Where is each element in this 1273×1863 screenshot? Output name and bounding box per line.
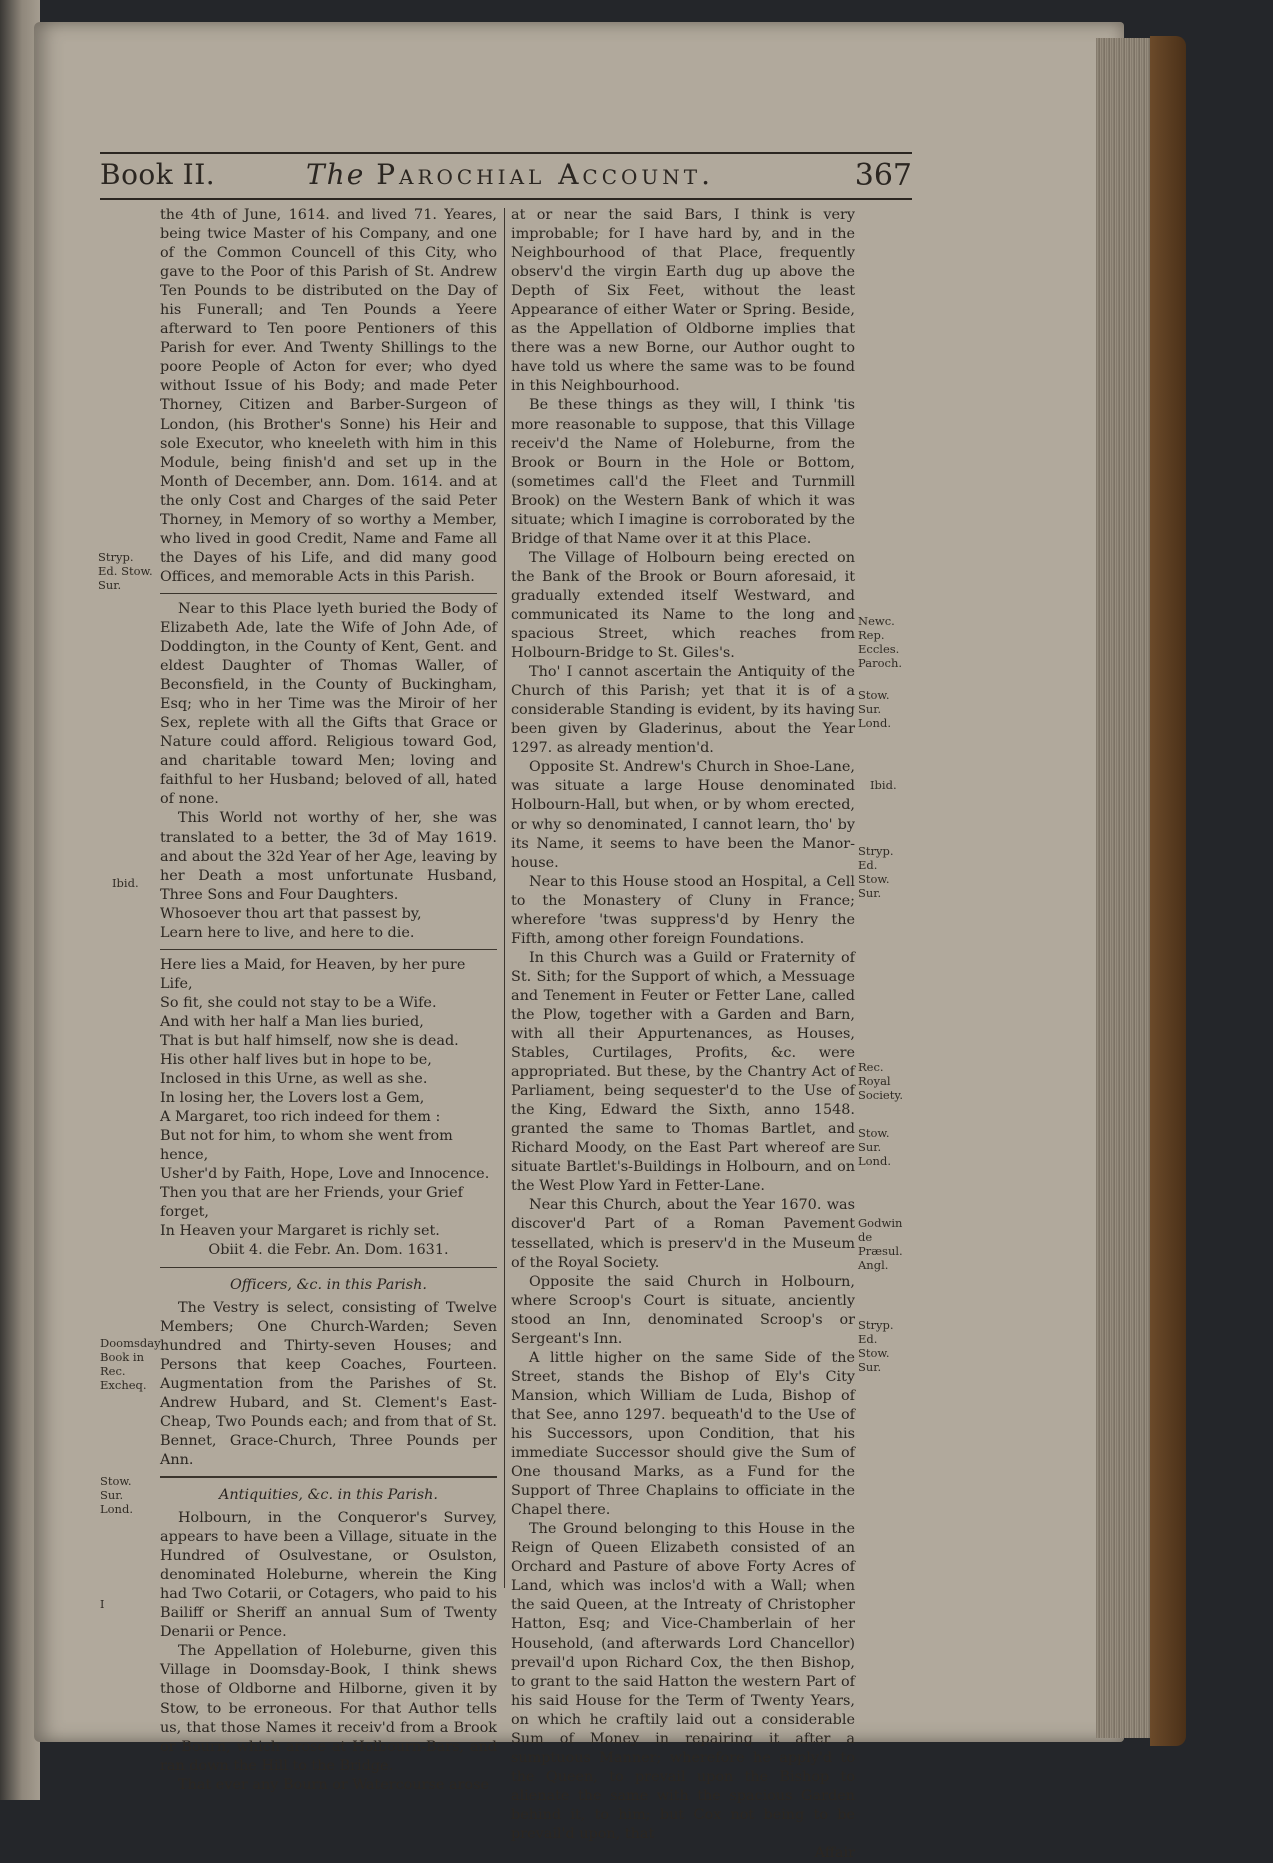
epitaph-line: Here lies a Maid, for Heaven, by her pure Life, [160, 956, 466, 992]
epitaph-line: That is but half himself, now she is dead. [160, 1032, 459, 1049]
epitaph-line: And with her half a Man lies buried, [160, 1013, 424, 1030]
margin-note-newc: Newc. Rep. Eccles. Paroch. [858, 614, 903, 670]
signature-mark: I [100, 1598, 105, 1611]
left-column [160, 206, 497, 1795]
couplet-line: Learn here to live, and here to die. [160, 924, 415, 941]
epitaph-line: Then you that are her Friends, your Grief forget, [160, 1185, 463, 1221]
epitaph-line: Usher'd by Faith, Hope, Love and Innocence. [160, 1166, 490, 1183]
section-rule-thick [160, 1476, 497, 1478]
paragraph-scroops-inn: Opposite the said Church in Holbourn, where Scroop's Court is situate, anciently stood an Inn, denominated Scroop's or Sergeant's Inn. [511, 1273, 855, 1347]
couplet-line: Whosoever thou art that passest by, [160, 905, 422, 922]
page-title-main: Parochial Account. [376, 158, 715, 191]
paragraph-elizabeth-ade: Near to this Place lyeth buried the Body of Elizabeth Ade, late the Wife of John Ade, of Doddington, in the County of Kent, Gent. and eldest Daughter of Thomas Waller, of Beconsfield, in the County of Buckingham, Esq; who in her Time was the Miroir of her Sex, replete with all the Gifts that Grace or Nature could afford. Religious toward God, and charitable toward Men; loving and faithful to her Husband; beloved of all, hated of none. [160, 600, 497, 808]
paragraph-holbourn-hall: Opposite St. Andrew's Church in Shoe-Lane, was situate a large House denominated Holbourn-Hall, but when, or by whom erected, or why so denominated, I cannot learn, tho' by its Name, it seems to have been the Manor-house. [511, 759, 855, 871]
column-divider [504, 208, 505, 1588]
running-head [100, 158, 912, 192]
margin-note-doomsday: Doomsday Book in Rec. Exchеq. [100, 1336, 161, 1392]
paragraph-appellation: The Appellation of Holeburne, given this Village in Doomsday-Book, I think shews those of Oldborne and Hilborne, given it by Stow, to be erroneous. For that Author tells us, that those Names it receiv'd from a Brook or Bourn, which arose at Holbourn-Bars, and ran down the Hill to the Bridge. [160, 1643, 497, 1774]
paragraph-world: This World not worthy of her, she was translated to a better, the 3d of May 1619. and about the 32d Year of her Age, leaving by her Death a most unfortunate Husband, Three Sons and Four Daughters. [160, 810, 497, 903]
header-rule-bottom [100, 198, 912, 200]
margin-note-stow-lond: Stow. Sur. Lond. [858, 1126, 891, 1168]
right-column [511, 206, 855, 1863]
antiquities-heading: Antiquities, &c. in this Parish. [219, 1487, 438, 1503]
paragraph-that-ever: That ever any Bourn or Watercourse arose [178, 1776, 489, 1793]
epitaph [160, 956, 497, 1261]
catchword: Affair [814, 1845, 855, 1862]
section-rule [160, 949, 497, 950]
page-title-article: The [306, 158, 366, 191]
epitaph-line: His other half lives but in hope to be, [160, 1052, 432, 1069]
paragraph-ground: The Ground belonging to this House in the Reign of Queen Elizabeth consisted of an Orchard and Pasture of above Forty Acres of Land, which was inclos'd with a Wall; when the said Queen, at the Intreaty of Christopher Hatton, Esq; and Vice-Chamberlain of her Household, (and afterwards Lord Chancellor) prevail'd upon Richard Cox, the then Bishop, to grant to the said Hatton the western Part of his said House for the Term of Twenty Years, on which he craftily laid out a considerable Sum of Money in repairing it after a sumptuous Manner; wherefore he apply'd to the Queen, to prevail upon the Bishop to alienate the same with the spacious Garden behind it, to him; but Cox not being to be prevail'd upon, that [511, 1521, 855, 1842]
epitaph-line: So fit, she could not stay to be a Wife. [160, 994, 437, 1011]
margin-note-stryp: Stryp. Ed. Stow. Sur. [858, 1318, 894, 1374]
epitaph-line: Inclosed in this Urne, as well as she. [160, 1071, 428, 1088]
header-rule-top [100, 152, 912, 154]
page-title [306, 158, 714, 191]
epitaph-line: A Margaret, too rich indeed for them : [160, 1109, 441, 1126]
paragraph-antiquity: Tho' I cannot ascertain the Antiquity of the Church of this Parish; yet that it is of a considerable Standing is evident, by its having been given by Gladerinus, about the Year 1297. as already mention'd. [511, 664, 855, 757]
section-rule [160, 1267, 497, 1268]
epitaph-line: In losing her, the Lovers lost a Gem, [160, 1090, 425, 1107]
paragraph-village: The Village of Holbourn being erected on the Bank of the Brook or Bourn aforesaid, it gradually extended itself Westward, and communicated its Name to the long and spacious Street, which reaches from Holbourn-Bridge to St. Giles's. [511, 549, 855, 662]
margin-note-ibid: Ibid. [870, 778, 897, 792]
paragraph-bars: at or near the said Bars, I think is very improbable; for I have hard by, and in the Neighbourhood of that Place, frequently observ'd the virgin Earth dug up above the Depth of Six Feet, without the least Appearance of either Water or Spring. Beside, as the Appellation of Oldborne implies that there was a new Borne, our Author ought to have told us where the same was to be found in this Neighbourhood. [511, 207, 855, 395]
paragraph-hospital: Near to this House stood an Hospital, a Cell to the Monastery of Cluny in France; wherefore 'twas suppress'd by Henry the Fifth, among other foreign Foundations. [511, 873, 855, 947]
book-cover-edge [1150, 36, 1186, 1746]
margin-note-rec-royal: Rec. Royal Society. [858, 1060, 903, 1102]
epitaph-line: In Heaven your Margaret is richly set. [160, 1223, 440, 1240]
paragraph-holbourn: Holbourn, in the Conqueror's Survey, appears to have been a Village, situate in the Hundred of Osulvestane, or Osulston, denominated Holeburne, wherein the King had Two Cotarii, or Cotagers, who paid to his Bailiff or Sheriff an annual Sum of Twenty Denarii or Pence. [160, 1510, 497, 1641]
margin-note-stryp: Stryp. Ed. Stow. Sur. [98, 550, 153, 592]
obiit-line: Obiit 4. die Febr. An. Dom. 1631. [208, 1242, 449, 1259]
margin-note-ibid: Ibid. [112, 876, 139, 890]
page-stack-edge [1096, 38, 1156, 1738]
paragraph-officers: The Vestry is select, consisting of Twelve Members; One Church-Warden; Seven hundred and Thirty-seven Houses; and Persons that keep Coaches, Fourteen. Augmentation from the Parishes of St. Andrew Hubard, and St. Clement's East-Cheap, Two Pounds each; and from that of St. Bennet, Grace-Church, Three Pounds per Ann. [160, 1299, 497, 1468]
section-rule [160, 593, 497, 594]
margin-note-stow: Stow. Sur. Lond. [100, 1474, 133, 1516]
page-number: 367 [854, 158, 912, 193]
paragraph-ely-mansion: A little higher on the same Side of the Street, stands the Bishop of Ely's City Mansion, which William de Luda, Bishop of that See, anno 1297. bequeath'd to the Use of his Successors, upon Condition, that his immediate Successor should give the Sum of One thousand Marks, as a Fund for the Support of Three Chaplains to officiate in the Chapel there. [511, 1349, 855, 1519]
margin-note-stow-lond: Stow. Sur. Lond. [858, 688, 891, 730]
paragraph-guild: In this Church was a Guild or Fraternity of St. Sith; for the Support of which, a Messuage and Tenement in Feuter or Fetter Lane, called the Plow, together with a Garden and Barn, with all their Appurtenances, as Houses, Stables, Curtilages, Profits, &c. were appropriated. But these, by the Chantry Act of Parliament, being sequester'd to the Use of the King, Edward the Sixth, anno 1548. granted the same to Thomas Bartlet, and Richard Moody, on the East Part whereof are situate Bartlet's-Buildings in Holbourn, and on the West Plow Yard in Fetter-Lane. [511, 949, 855, 1195]
margin-note-stryp: Stryp. Ed. Stow. Sur. [858, 844, 894, 900]
officers-heading: Officers, &c. in this Parish. [230, 1276, 427, 1293]
book-label: Book II. [100, 158, 216, 191]
epitaph-line: But not for him, to whom she went from hence, [160, 1128, 453, 1164]
paragraph-bequest: the 4th of June, 1614. and lived 71. Yeares, being twice Master of his Company, and one of the Common Councell of this City, who gave to the Poor of this Parish of St. Andrew Ten Pounds to be distributed on the Day of his Funerall; and Ten Pounds a Yeere afterward to Ten poore Pentioners of this Parish for ever. And Twenty Shillings to the poore People of Acton for ever; who dyed without Issue of his Body; and made Peter Thorney, Citizen and Barber-Surgeon of London, (his Brother's Sonne) his Heir and sole Executor, who kneeleth with him in this Module, being finish'd and set up in the Month of December, ann. Dom. 1614. and at the only Cost and Charges of the said Peter Thorney, in Memory of so worthy a Member, who lived in good Credit, Name and Fame all the Dayes of his Life, and did many good Offices, and memorable Acts in this Parish. [160, 207, 497, 585]
paragraph-roman-pavement: Near this Church, about the Year 1670. was discover'd Part of a Roman Pavement tessellated, which is preserv'd in the Museum of the Royal Society. [511, 1197, 855, 1271]
margin-note-godwin: Godwin de Præsul. Angl. [858, 1216, 903, 1272]
paragraph-holeburne: Be these things as they will, I think 'tis more reasonable to suppose, that this Village receiv'd the Name of Holeburne, from the Brook or Bourn in the Hole or Bottom, (sometimes call'd the Fleet and Turnmill Brook) on the Western Bank of which it was situate; which I imagine is corroborated by the Bridge of that Name over it at this Place. [511, 397, 855, 547]
